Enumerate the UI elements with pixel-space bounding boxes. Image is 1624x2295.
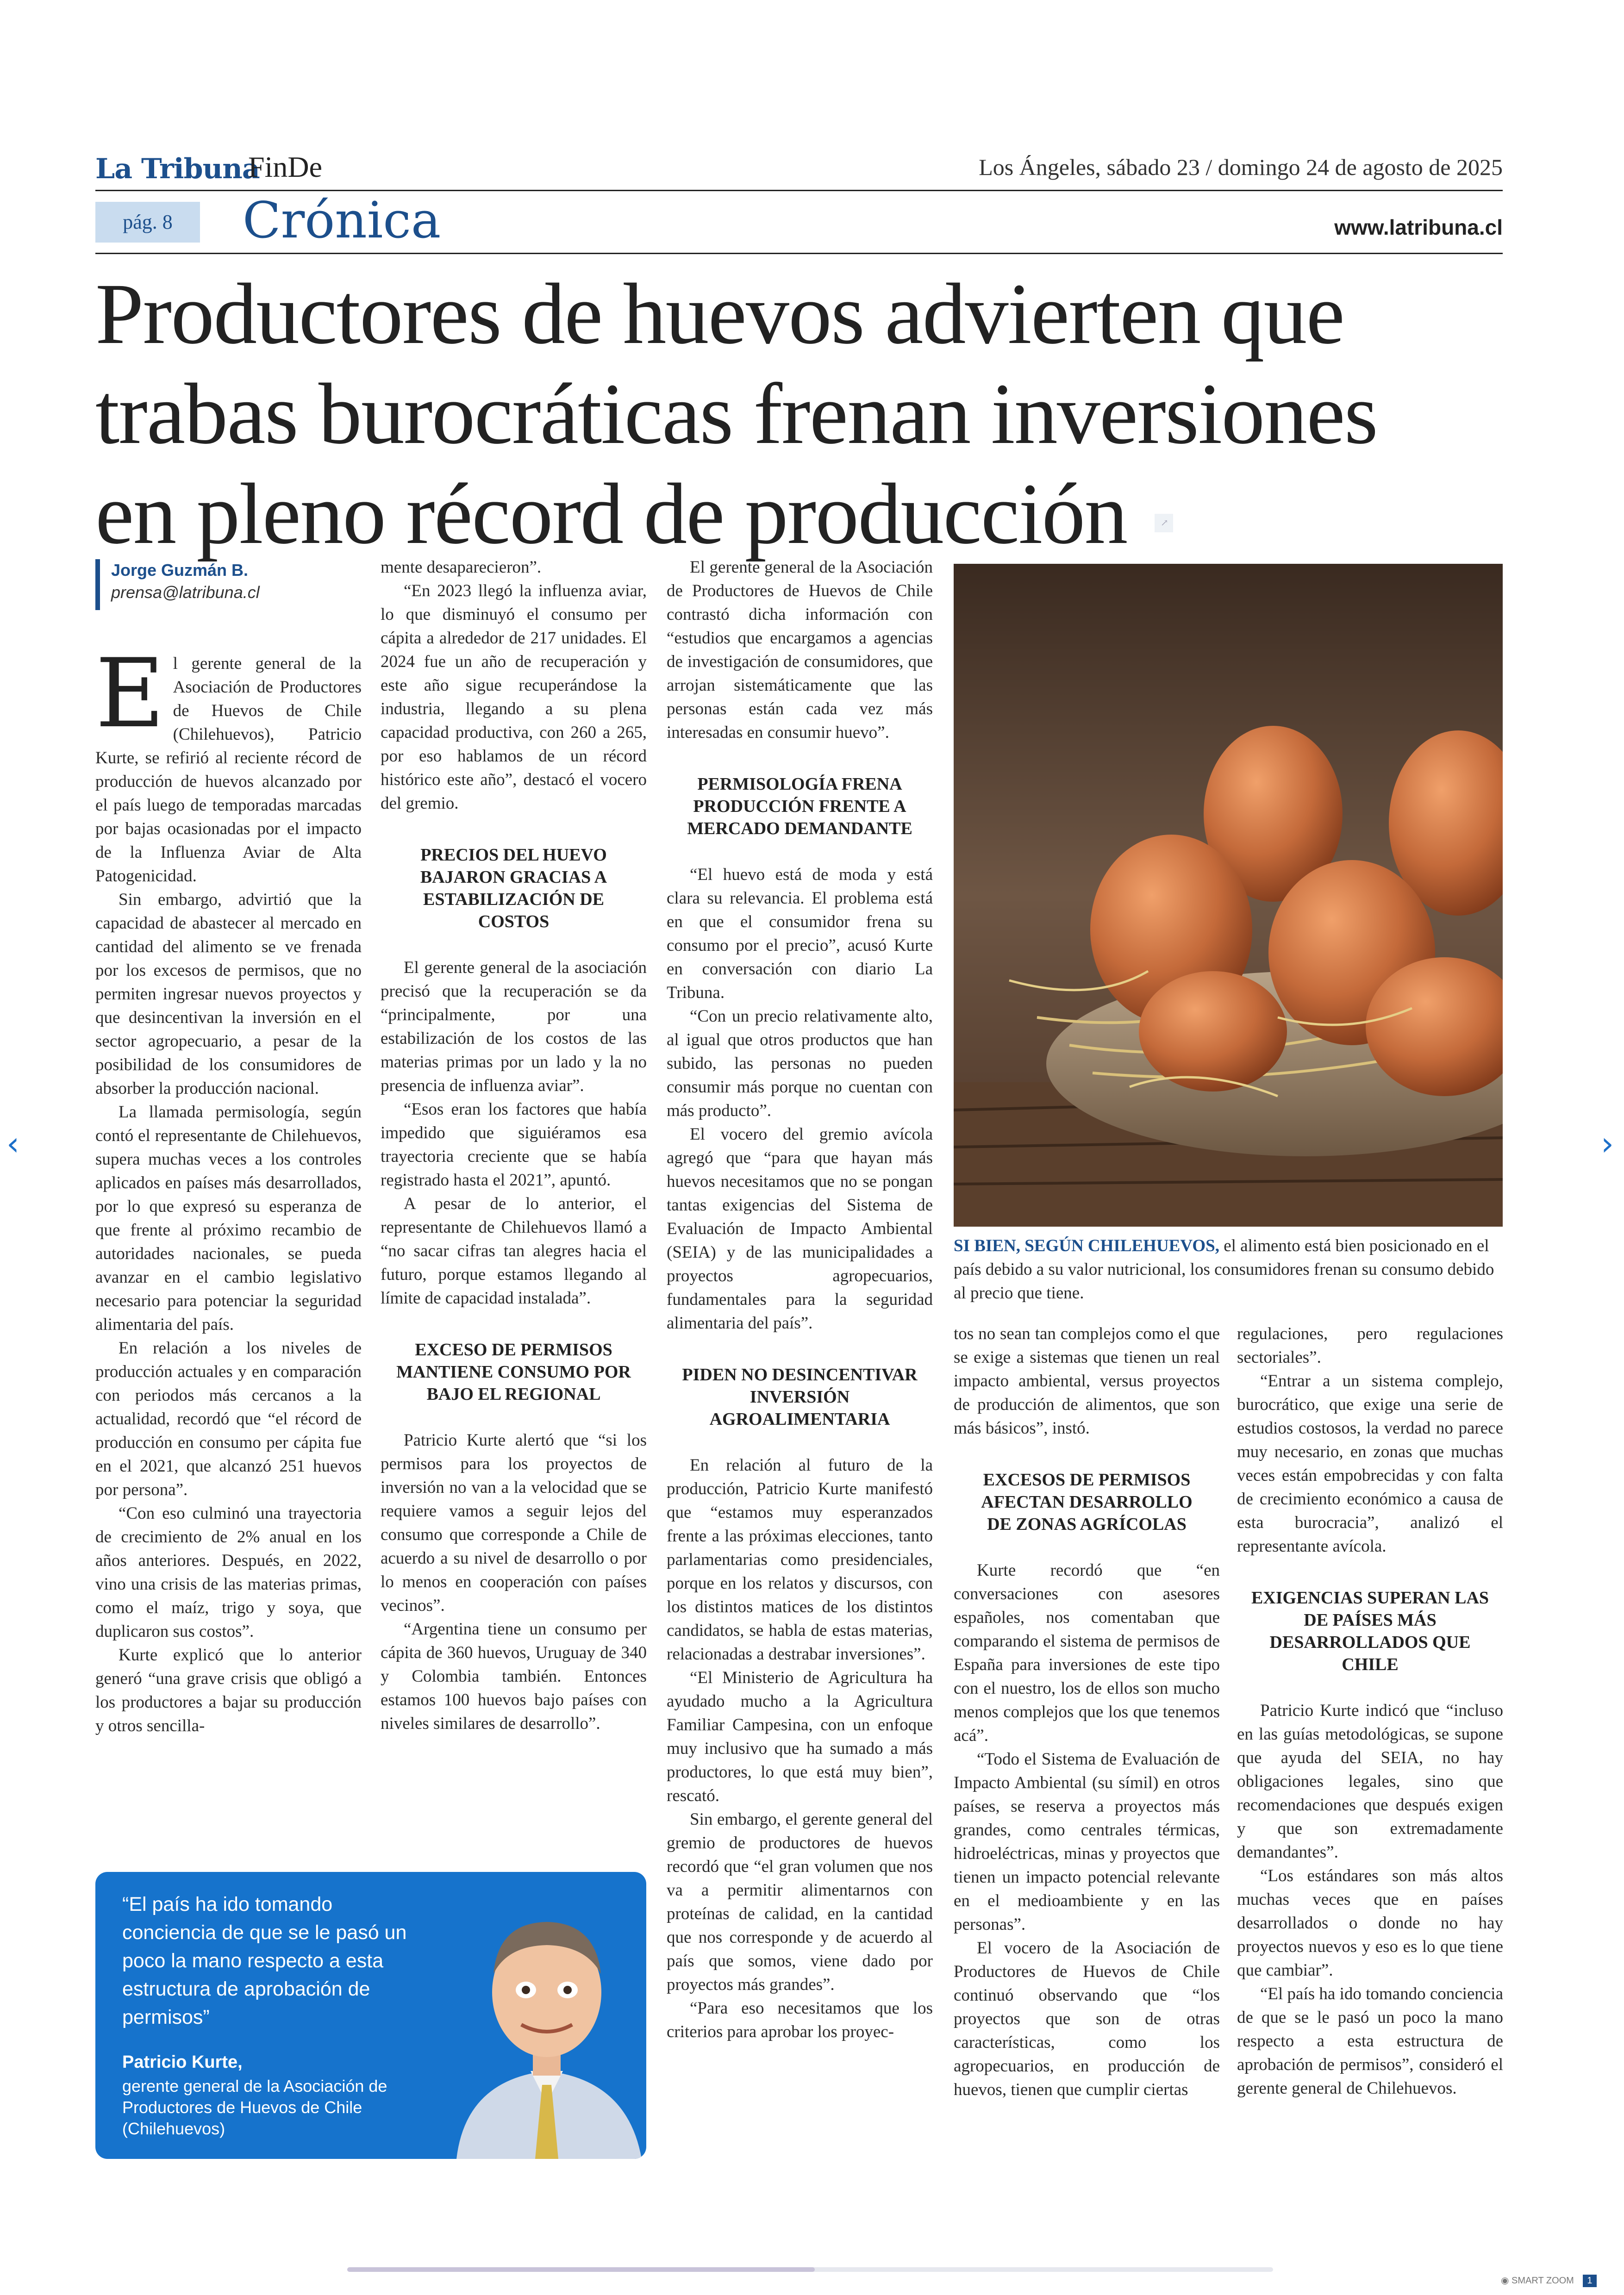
paragraph: “Con un precio relativamente alto, al igual que otros productos que han subido, las personas no pueden consumir más porque no cuentan con más producto”.	[667, 1007, 933, 1120]
caption-lead: SI BIEN, SEGÚN CHILEHUEVOS,	[954, 1236, 1219, 1255]
paragraph-text: l gerente general de la Asociación de Productores de Huevos de Chile (Chilehuevos), Patricio Kurte, se refirió al reciente récord de producción de huevos alcanzado por el país luego de temporadas marcadas por bajas ocasionadas por el impacto de la Influenza Aviar de Alta Patogenicidad.	[95, 654, 362, 886]
header-rule	[95, 190, 1503, 191]
paragraph: mente desaparecieron”.	[381, 558, 542, 577]
subheading: PERMISOLOGÍA FRENA PRODUCCIÓN FRENTE A MERCADO DEMANDANTE	[687, 774, 912, 838]
paragraph: En relación a los niveles de producción actuales y en comparación con periodos más cercanos a la actualidad, recordó que “el récord de producción en consumo per cápita fue en el 2021, que alcanzó 251 huevos por persona”.	[95, 1339, 362, 1499]
pull-quote-role: gerente general de la Asociación de Productores de Huevos de Chile (Chilehuevos)	[122, 2077, 387, 2138]
paragraph: A pesar de lo anterior, el representante de Chilehuevos llamó a “no sacar cifras tan alegres hacia el futuro, porque estamos llegando al límite de capacidad instalada”.	[381, 1194, 647, 1308]
author-email: prensa@latribuna.cl	[111, 583, 260, 602]
paragraph: tos no sean tan complejos como el que se exige a sistemas que tienen un real impacto ambiental, versus proyectos de producción de alimentos, que son más básicos”, instó.	[954, 1324, 1220, 1438]
subheading: PIDEN NO DESINCENTIVAR INVERSIÓN AGROALIMENTARIA	[682, 1365, 918, 1429]
drop-cap: E	[95, 639, 165, 749]
paragraph: “Argentina tiene un consumo per cápita de 360 huevos, Uruguay de 340 y Colombia también. Entonces estamos 100 huevos bajo países con niveles similares de desarrollo”.	[381, 1620, 647, 1733]
paragraph: Kurte explicó que lo anterior generó “una grave crisis que obligó a los productores a bajar su producción y otros sencilla-	[95, 1646, 362, 1735]
previous-page-arrow-icon[interactable]: ‹	[6, 1125, 19, 1163]
pull-quote-text: “El país ha ido tomando conciencia de que se le pasó un poco la mano respecto a esta estructura de aprobación de permisos”	[122, 1893, 407, 2028]
portrait-photo	[447, 1886, 646, 2159]
subheading: EXCESO DE PERMISOS MANTIENE CONSUMO POR BAJO EL REGIONAL	[396, 1340, 631, 1404]
paragraph: Kurte recordó que “en conversaciones con asesores españoles, nos comentaban que comparando el sistema de permisos de España para inversiones de este tipo con el nuestro, los de ellos son mucho menos complejos que los que tenemos acá”.	[954, 1561, 1220, 1745]
paragraph: “En 2023 llegó la influenza aviar, lo que disminuyó el consumo per cápita a alrededor de 217 unidades. El 2024 fue un año de recuperación y este año sigue recuperándose la industria, llegando a su plena capacidad productiva, con 260 a 265, por eso hablamos de un récord histórico este año”, destacó el vocero del gremio.	[381, 581, 647, 813]
header-rule-bottom	[95, 253, 1503, 254]
section-title: Crónica	[243, 192, 441, 249]
website-url: www.latribuna.cl	[1334, 215, 1503, 239]
smart-zoom-control[interactable]	[1501, 2275, 1612, 2291]
smart-zoom-label: SMART ZOOM	[1512, 2276, 1574, 2286]
headline-line-3-text: en pleno récord de producción	[95, 465, 1127, 562]
article-column-5	[1237, 1322, 1503, 2100]
page-number-badge: pág. 8	[95, 202, 200, 243]
paragraph: “Con eso culminó una trayectoria de crecimiento de 2% anual en los años anteriores. Después, en 2022, vino una crisis de las materias primas, como el maíz, trigo y soya, que duplicaron sus costos”.	[95, 1504, 362, 1641]
paragraph: Patricio Kurte indicó que “incluso en las guías metodológicas, se supone que ayuda del SEIA, no hay obligaciones legales, sino que recomendaciones que después exigen y que son extremadamente demandantes”.	[1237, 1701, 1503, 1862]
pull-quote-name: Patricio Kurte,	[122, 2052, 243, 2072]
eye-icon: ◉	[1501, 2276, 1509, 2286]
eggs-photo	[954, 564, 1503, 1227]
paragraph: “Esos eran los factores que había impedido que siguiéramos esa trayectoria creciente que se había registrado hasta el 2021”, apuntó.	[381, 1100, 647, 1190]
page-indicator[interactable]: 1	[1583, 2275, 1596, 2287]
paragraph: “El Ministerio de Agricultura ha ayudado mucho a la Agricultura Familiar Campesina, con un enfoque muy inclusivo que ha sumado a más productores, lo que está muy bien”, rescató.	[667, 1668, 933, 1805]
photo-caption	[954, 1234, 1503, 1305]
masthead	[95, 147, 1503, 254]
paragraph: Patricio Kurte alertó que “si los permisos para los proyectos de inversión no van a la velocidad que se requiere vamos a seguir lejos del consumo que corresponde a Chile de acuerdo a su nivel de desarrollo o por lo menos en cooperación con países vecinos”.	[381, 1431, 647, 1615]
paragraph: Sin embargo, el gerente general del gremio de productores de huevos recordó que “el gran volumen que nos va a permitir alimentarnos con proteínas de calidad, en la cantidad que nos corresponde y de acuerdo al país que somos, viene dado por proyectos más grandes”.	[667, 1810, 933, 1994]
paragraph: Sin embargo, advirtió que la capacidad de abastecer al mercado en cantidad del alimento se ve frenada por los excesos de permisos, que no permiten ingresar nuevos proyectos y que desincentivan la inversión en el sector agropecuario, a pesar de la posibilidad de los consumidores de absorber la producción nacional.	[95, 890, 362, 1098]
subheading: EXCESOS DE PERMISOS AFECTAN DESARROLLO DE ZONAS AGRÍCOLAS	[981, 1470, 1193, 1534]
supplement-name: FinDe	[248, 150, 322, 183]
paragraph: El vocero de la Asociación de Productores de Huevos de Chile continuó observando que “los proyectos que son de otras características, como los agropecuarios, en producción de huevos, tienen que cumplir ciertas	[954, 1939, 1220, 2099]
paragraph	[95, 639, 362, 888]
article-column-3	[667, 555, 933, 2044]
paragraph: La llamada permisología, según contó el representante de Chilehuevos, supera muchas veces a los controles aplicados en países más desarrollados, por lo que expresó su esperanza de que frente al próximo recambio de autoridades nacionales, se pueda avanzar en el cambio legislativo necesario para potenciar la seguridad alimentaria del país.	[95, 1103, 362, 1334]
next-page-arrow-icon[interactable]: ›	[1601, 1125, 1614, 1163]
article-column-2	[381, 555, 647, 1735]
paragraph: “Los estándares son más altos muchas veces que en países desarrollados o donde no hay proyectos nuevos y eso es lo que tiene que cambiar”.	[1237, 1866, 1503, 1980]
pull-quote-box	[95, 1872, 646, 2159]
eggs-basket-image	[954, 564, 1503, 1227]
byline	[95, 559, 355, 610]
author-name: Jorge Guzmán B.	[111, 561, 249, 580]
paragraph: “Entrar a un sistema complejo, burocrático, que exige una serie de estudios costosos, la verdad no parece muy necesario, en zonas que muchas veces están empobrecidas y con falta de crecimiento económico a causa de esta burocracia”, analizó el representante avícola.	[1237, 1372, 1503, 1556]
paragraph: “El país ha ido tomando conciencia de que se le pasó un poco la mano respecto a esta estructura de aprobación de permisos”, consideró el gerente general de Chilehuevos.	[1237, 1984, 1504, 2098]
headline-line-2: trabas burocráticas frenan inversiones	[95, 365, 1377, 462]
scrollbar-thumb[interactable]	[347, 2267, 815, 2272]
portrait-image	[447, 1886, 646, 2159]
paragraph: En relación al futuro de la producción, Patricio Kurte manifestó que “estamos muy esperanzados frente a las próximas elecciones, tanto parlamentarias como presidenciales, porque en los relatos y discursos, con los distintos matices de los distintos candidatos, se habla de estas materias, relacionadas a destrabar inversiones”.	[667, 1456, 933, 1664]
headline	[95, 264, 1503, 564]
paragraph: regulaciones, pero regulaciones sectoriales”.	[1237, 1324, 1503, 1367]
paragraph: “El huevo está de moda y está clara su relevancia. El problema está en que el consumidor frena su consumo por el precio”, acusó Kurte en conversación con diario La Tribuna.	[667, 865, 933, 1002]
article-column-4	[954, 1322, 1220, 2102]
link-marker-icon[interactable]: ↗	[1155, 514, 1173, 532]
headline-line-3	[95, 464, 1503, 564]
brand-logo: La Tribuna	[95, 153, 260, 185]
subheading: PRECIOS DEL HUEVO BAJARON GRACIAS A ESTABILIZACIÓN DE COSTOS	[420, 845, 607, 931]
paragraph: El vocero del gremio avícola agregó que “para que hayan más huevos necesitamos que no se pongan tantas exigencias del Sistema de Evaluación de Impacto Ambiental (SEIA) y de las municipalidades a proyectos agropecuarios, fundamentales para la seguridad alimentaria del país”.	[667, 1125, 933, 1333]
paragraph: “Para eso necesitamos que los criterios para aprobar los proyec-	[667, 1999, 933, 2041]
paragraph: El gerente general de la asociación precisó que la recuperación se da “principalmente, por una estabilización de los costos de las materias primas por un lado y la no presencia de influenza aviar”.	[381, 958, 647, 1095]
caption-text: el alimento está bien posicionado en el país debido a su valor nutricional, los consumidores frenan su consumo debido al precio que tiene.	[954, 1236, 1494, 1303]
headline-line-1: Productores de huevos advierten que	[95, 265, 1344, 362]
paragraph: El gerente general de la Asociación de Productores de Huevos de Chile contrastó dicha información con “estudios que encargamos a agencias de investigación de consumidores, que arrojan sistemáticamente que las personas están cada vez más interesadas en consumir huevo”.	[667, 558, 933, 742]
subheading: EXIGENCIAS SUPERAN LAS DE PAÍSES MÁS DESARROLLADOS QUE CHILE	[1251, 1588, 1489, 1674]
dateline: Los Ángeles, sábado 23 / domingo 24 de agosto de 2025	[979, 154, 1503, 180]
article-column-1	[95, 639, 362, 1738]
paragraph: “Todo el Sistema de Evaluación de Impacto Ambiental (su símil) en otros países, se reserva a proyectos más grandes, como centrales térmicas, hidroeléctricas, minas y proyectos que tienen un impacto potencial relevante en el medioambiente y en las personas”.	[954, 1750, 1220, 1934]
